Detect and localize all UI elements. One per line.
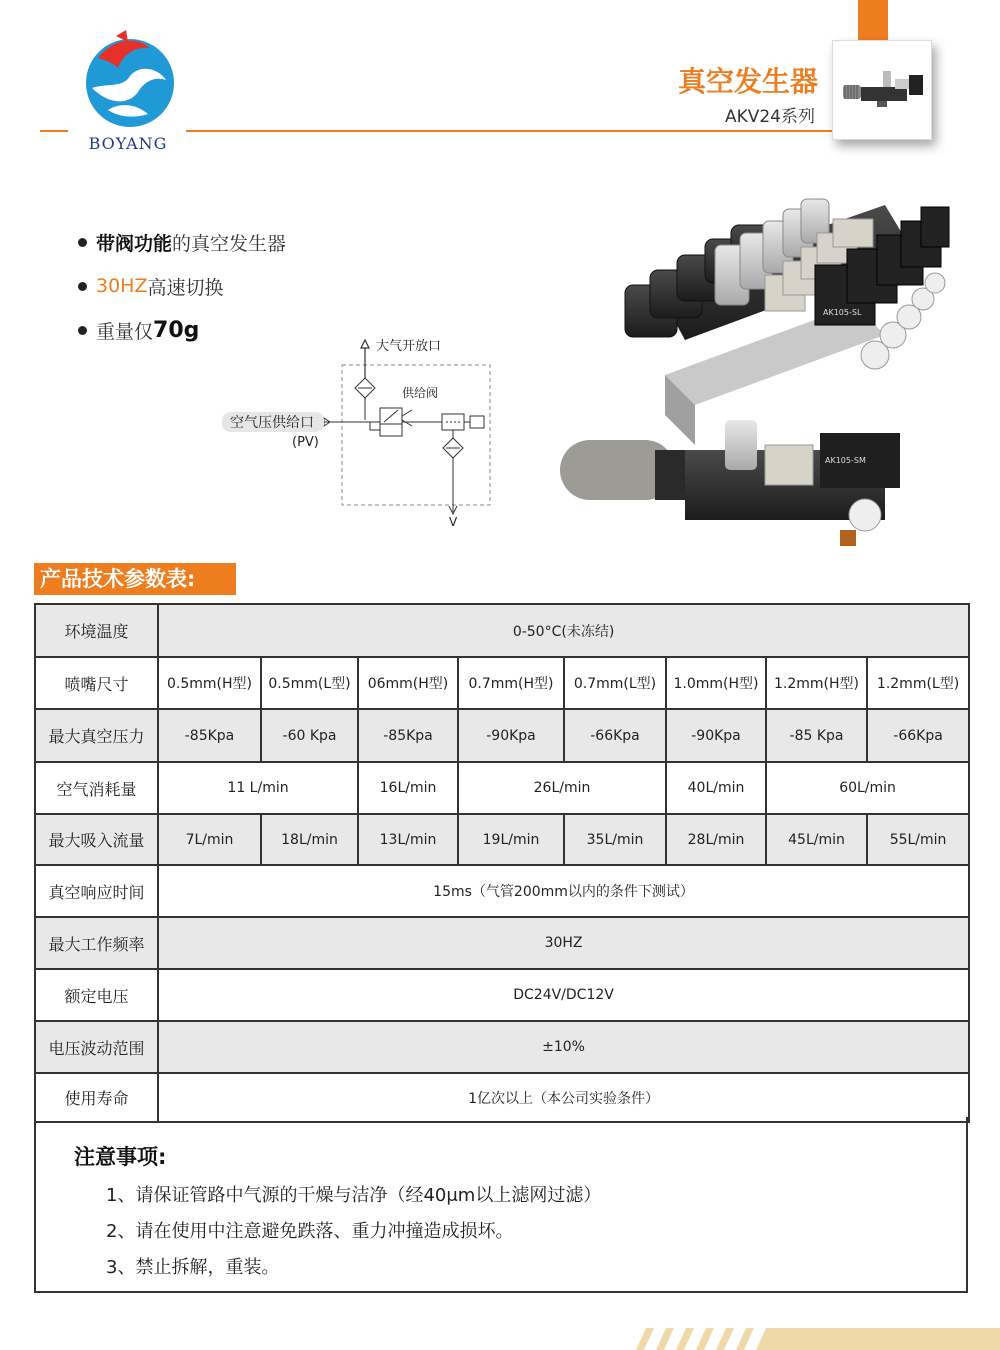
footer-stripes: [636, 1328, 1000, 1350]
row-label-rated-voltage: 额定电压: [35, 969, 158, 1021]
cell-vacuum: -60 Kpa: [261, 709, 358, 762]
cell-nozzle: 06mm(H型): [358, 657, 458, 709]
cell-vacuum: -85Kpa: [358, 709, 458, 762]
boyang-logo-icon: [78, 28, 178, 128]
row-label-vacuum: 最大真空压力: [35, 709, 158, 762]
row-label-max-frequency: 最大工作频率: [35, 917, 158, 969]
cell-air-consumption: 40L/min: [666, 762, 766, 814]
cell-nozzle: 0.5mm(L型): [261, 657, 358, 709]
cell-suction-flow: 13L/min: [358, 814, 458, 865]
section-title: 产品技术参数表:: [34, 563, 236, 595]
cell-vacuum: -66Kpa: [564, 709, 666, 762]
feature-switching-text: 高速切换: [147, 276, 224, 299]
product-image: [555, 195, 955, 555]
cell-vacuum: -66Kpa: [867, 709, 969, 762]
table-row: [35, 814, 969, 865]
cell-suction-flow: 18L/min: [261, 814, 358, 865]
product-label-bottom: AK105-SM: [825, 456, 866, 465]
feature-valve: [78, 220, 286, 264]
row-label-nozzle: 喷嘴尺寸: [35, 657, 158, 709]
page-subtitle: AKV24系列: [724, 107, 815, 127]
cell-nozzle: 0.7mm(L型): [564, 657, 666, 709]
cell-suction-flow: 19L/min: [458, 814, 564, 865]
atm-port-label: 大气开放口: [376, 339, 442, 354]
row-label-suction-flow: 最大吸入流量: [35, 814, 158, 865]
bullet-icon: [78, 282, 87, 291]
cell-voltage-range: ±10%: [158, 1021, 969, 1073]
header-line-left: [40, 130, 68, 132]
cell-suction-flow: 35L/min: [564, 814, 666, 865]
bullet-icon: [78, 238, 87, 247]
pneumatic-circuit-diagram: [220, 330, 510, 540]
row-label-service-life: 使用寿命: [35, 1073, 158, 1122]
cell-nozzle: 1.0mm(H型): [666, 657, 766, 709]
table-row: [35, 709, 969, 762]
feature-valve-bold: 带阀功能: [96, 232, 173, 255]
table-row: [35, 865, 969, 917]
feature-switching: [78, 264, 286, 308]
row-label-env-temp: 环境温度: [35, 604, 158, 657]
feature-weight-text: 重量仅: [96, 320, 154, 343]
pv-label: (PV): [292, 435, 319, 450]
cell-max-frequency: 30HZ: [158, 917, 969, 969]
header-line-right: [186, 130, 832, 132]
note-item: 1、请保证管路中气源的干燥与洁净（经40μm以上滤网过滤）: [106, 1185, 602, 1206]
supply-valve-label: 供给阀: [402, 386, 439, 400]
table-row: [35, 762, 969, 814]
cell-vacuum: -85 Kpa: [766, 709, 867, 762]
cell-suction-flow: 45L/min: [766, 814, 867, 865]
feature-valve-text: 的真空发生器: [172, 232, 287, 255]
brand-name: BOYANG: [88, 134, 168, 153]
cell-vacuum: -85Kpa: [158, 709, 261, 762]
cell-response-time: 15ms（气管200mm以内的条件下测试）: [158, 865, 969, 917]
cell-suction-flow: 55L/min: [867, 814, 969, 865]
vacuum-port-label: V: [449, 515, 458, 529]
cell-air-consumption: 11 L/min: [158, 762, 358, 814]
product-thumbnail: [832, 40, 932, 140]
table-row: [35, 969, 969, 1021]
cell-nozzle: 1.2mm(L型): [867, 657, 969, 709]
row-label-response-time: 真空响应时间: [35, 865, 158, 917]
cell-suction-flow: 7L/min: [158, 814, 261, 865]
thumbnail-product-icon: [833, 41, 933, 141]
cell-vacuum: -90Kpa: [458, 709, 564, 762]
note-item: 2、请在使用中注意避免跌落、重力冲撞造成损坏。: [106, 1221, 514, 1242]
cell-nozzle: 0.7mm(H型): [458, 657, 564, 709]
table-row: [35, 1073, 969, 1122]
cell-air-consumption: 16L/min: [358, 762, 458, 814]
table-row: [35, 604, 969, 657]
table-row: [35, 657, 969, 709]
feature-weight-value: 70g: [153, 317, 200, 343]
air-supply-label: 空气压供给口: [230, 415, 314, 431]
cell-air-consumption: 26L/min: [458, 762, 666, 814]
bullet-icon: [78, 326, 87, 335]
table-row: [35, 917, 969, 969]
cell-rated-voltage: DC24V/DC12V: [158, 969, 969, 1021]
table-row: [35, 1021, 969, 1073]
page-title: 真空发生器: [677, 65, 818, 98]
product-label-top: AK105-SL: [823, 308, 862, 317]
notes-box: [34, 1117, 968, 1293]
cell-service-life: 1亿次以上（本公司实验条件）: [158, 1073, 969, 1122]
row-label-voltage-range: 电压波动范围: [35, 1021, 158, 1073]
cell-suction-flow: 28L/min: [666, 814, 766, 865]
header-accent-tab: [858, 0, 888, 40]
cell-vacuum: -90Kpa: [666, 709, 766, 762]
notes-title: 注意事项:: [74, 1145, 167, 1169]
feature-switching-freq: 30HZ: [96, 275, 148, 297]
spec-table: [34, 603, 970, 1123]
cell-nozzle: 1.2mm(H型): [766, 657, 867, 709]
cell-air-consumption: 60L/min: [766, 762, 969, 814]
row-label-air-consumption: 空气消耗量: [35, 762, 158, 814]
note-item: 3、禁止拆解，重装。: [106, 1257, 280, 1278]
cell-env-temp: 0-50°C(未冻结): [158, 604, 969, 657]
cell-nozzle: 0.5mm(H型): [158, 657, 261, 709]
